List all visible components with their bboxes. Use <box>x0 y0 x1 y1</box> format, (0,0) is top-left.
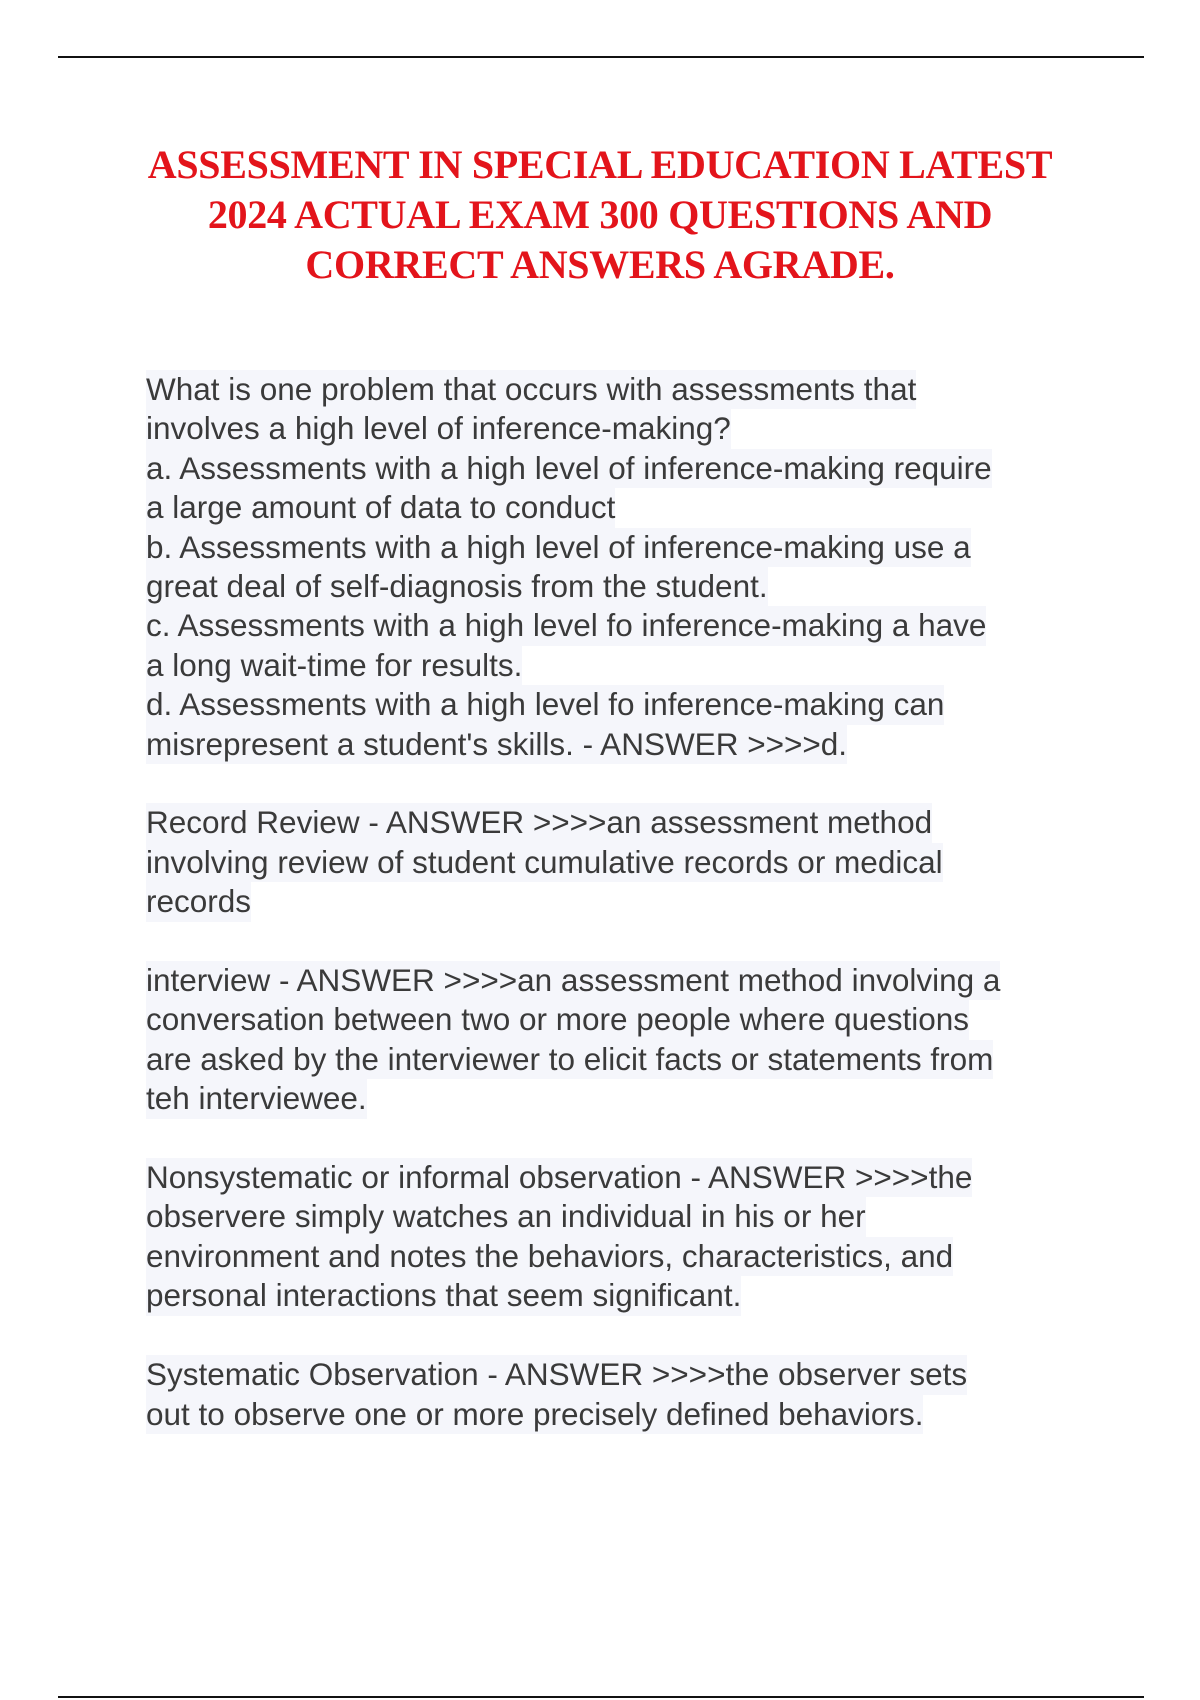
term-block-interview <box>146 961 1086 1119</box>
footer-rule <box>58 1696 1144 1698</box>
option-d-answer-line: misrepresent a student's skills. - ANSWER >>>>d. <box>146 725 847 764</box>
title-line: CORRECT ANSWERS AGRADE. <box>305 242 895 287</box>
term-line: Record Review - ANSWER >>>>an assessment method <box>146 803 932 842</box>
option-b-line: b. Assessments with a high level of inference-making use a <box>146 528 971 567</box>
term-line: teh interviewee. <box>146 1079 367 1118</box>
title-line: 2024 ACTUAL EXAM 300 QUESTIONS AND <box>207 192 993 237</box>
term-block-nonsystematic-observation <box>146 1158 1086 1316</box>
option-a-line: a large amount of data to conduct <box>146 488 615 527</box>
term-line: conversation between two or more people where questions <box>146 1000 969 1039</box>
term-line: interview - ANSWER >>>>an assessment method involving a <box>146 961 1000 1000</box>
term-line: Nonsystematic or informal observation - ANSWER >>>>the <box>146 1158 972 1197</box>
question-block-inference <box>146 370 1086 764</box>
document-title <box>100 140 1100 290</box>
term-line: Systematic Observation - ANSWER >>>>the observer sets <box>146 1355 967 1394</box>
term-line: records <box>146 882 251 921</box>
option-a-line: a. Assessments with a high level of inference-making require <box>146 449 992 488</box>
title-line: ASSESSMENT IN SPECIAL EDUCATION LATEST <box>147 142 1053 187</box>
question-line: involves a high level of inference-making? <box>146 409 731 448</box>
term-line: environment and notes the behaviors, characteristics, and <box>146 1237 953 1276</box>
term-line: observere simply watches an individual in his or her <box>146 1197 866 1236</box>
term-block-record-review <box>146 803 1086 921</box>
option-b-line: great deal of self-diagnosis from the student. <box>146 567 768 606</box>
header-rule <box>58 56 1144 58</box>
option-c-line: a long wait-time for results. <box>146 646 522 685</box>
term-line: personal interactions that seem significant. <box>146 1276 741 1315</box>
term-line: are asked by the interviewer to elicit facts or statements from <box>146 1040 993 1079</box>
question-line: What is one problem that occurs with assessments that <box>146 370 916 409</box>
term-line: involving review of student cumulative records or medical <box>146 843 943 882</box>
term-block-systematic-observation <box>146 1355 1086 1434</box>
term-line: out to observe one or more precisely defined behaviors. <box>146 1395 923 1434</box>
option-c-line: c. Assessments with a high level fo inference-making a have <box>146 606 986 645</box>
option-d-line: d. Assessments with a high level fo inference-making can <box>146 685 944 724</box>
document-body <box>146 370 1086 1473</box>
